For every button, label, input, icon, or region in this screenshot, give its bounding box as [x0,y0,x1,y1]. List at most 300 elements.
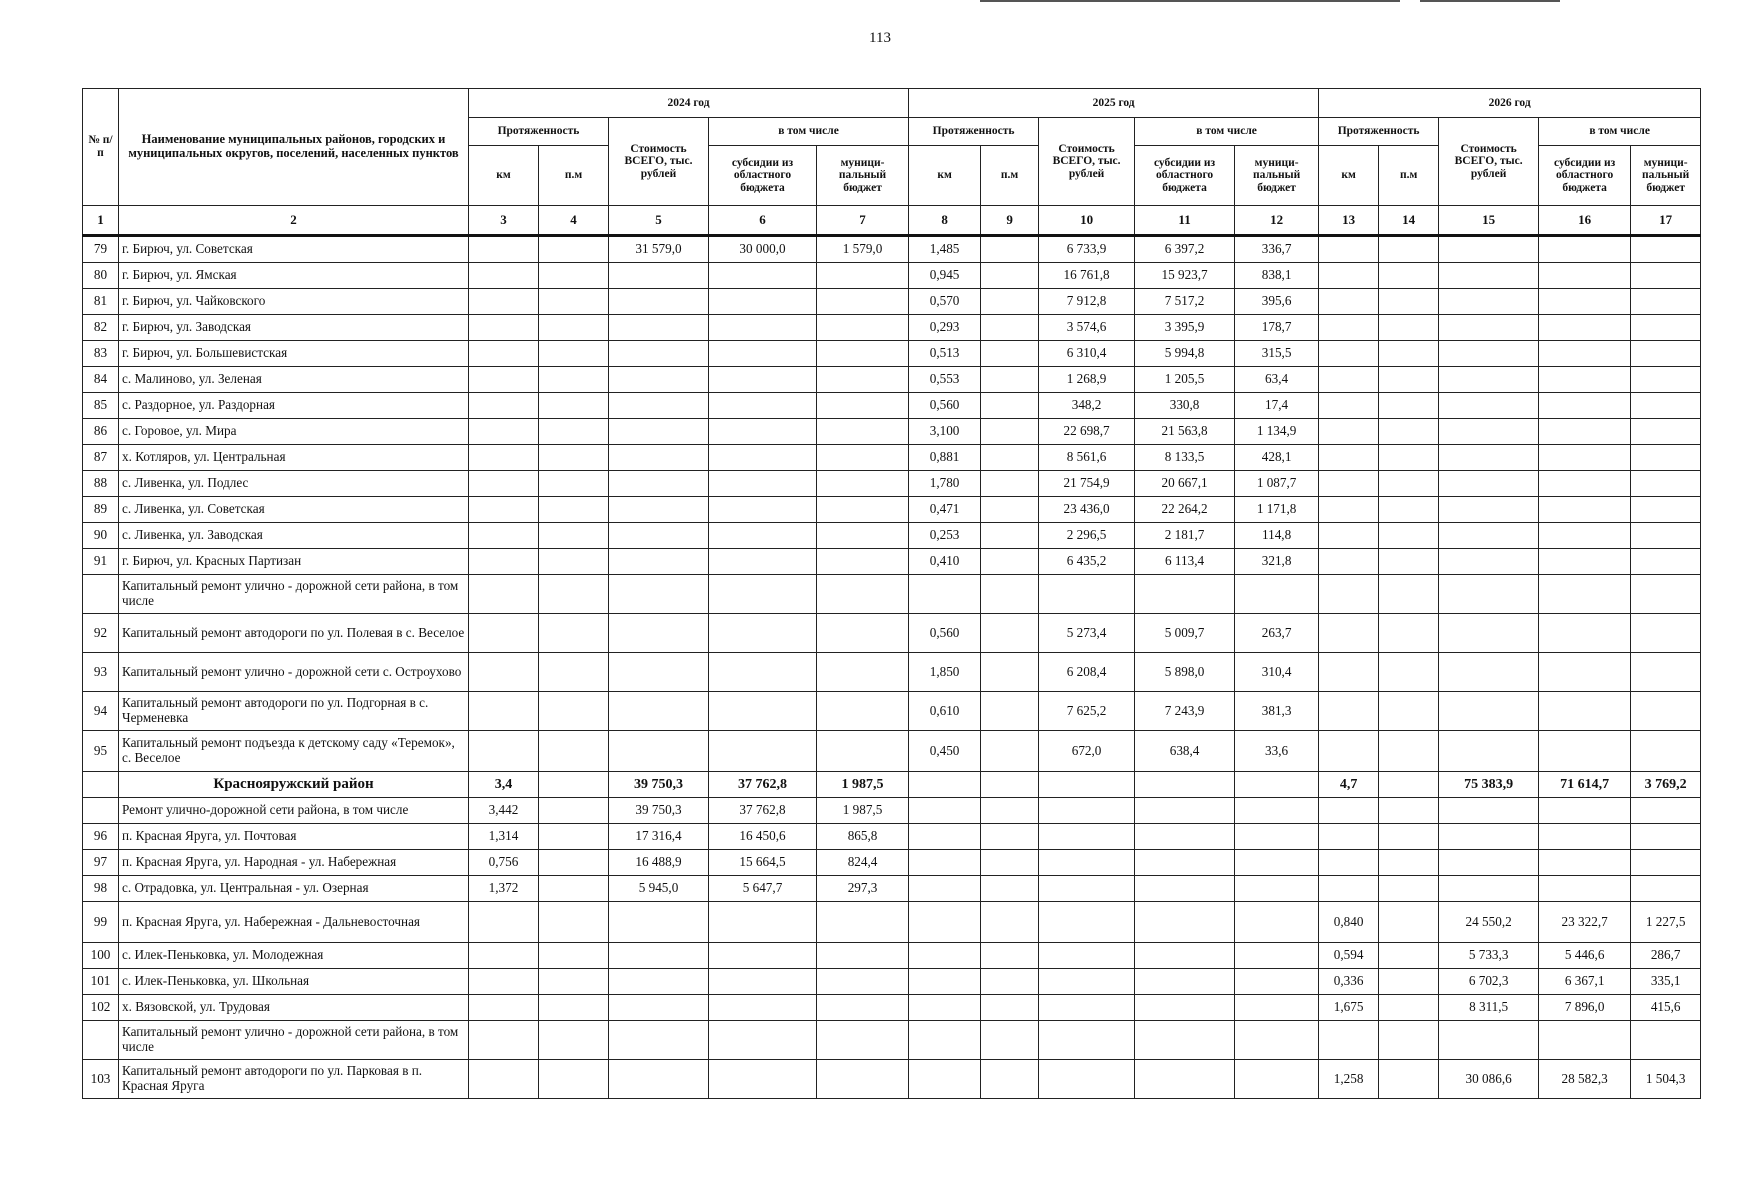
value-cell [609,995,709,1021]
row-name-cell: с. Ливенка, ул. Советская [119,497,469,523]
value-cell [1235,772,1319,798]
value-cell: 17,4 [1235,393,1319,419]
value-cell: 178,7 [1235,315,1319,341]
value-cell: 1,780 [909,471,981,497]
value-cell [1631,419,1701,445]
value-cell [817,549,909,575]
value-cell [1235,575,1319,614]
row-name-cell: с. Ливенка, ул. Заводская [119,523,469,549]
value-cell [981,549,1039,575]
row-number-cell: 97 [83,850,119,876]
value-cell [1039,876,1135,902]
value-cell [1439,549,1539,575]
value-cell: 1,675 [1319,995,1379,1021]
value-cell [1379,969,1439,995]
value-cell [1631,341,1701,367]
value-cell: 5 009,7 [1135,614,1235,653]
row-name-cell: Капитальный ремонт улично - дорожной сети района, в том числе [119,1021,469,1060]
value-cell [981,995,1039,1021]
value-cell [709,445,817,471]
header-incl: в том числе [1135,118,1319,146]
value-cell: 6 435,2 [1039,549,1135,575]
value-cell: 24 550,2 [1439,902,1539,943]
table-row [83,1060,1701,1099]
value-cell: 0,570 [909,289,981,315]
row-name-cell: Капитальный ремонт автодороги по ул. Полевая в с. Веселое [119,614,469,653]
value-cell [1379,289,1439,315]
value-cell [1319,549,1379,575]
value-cell [817,263,909,289]
value-cell [1379,1060,1439,1099]
value-cell [1631,1021,1701,1060]
row-name-cell: г. Бирюч, ул. Большевистская [119,341,469,367]
value-cell [1379,1021,1439,1060]
value-cell [1539,653,1631,692]
value-cell [817,315,909,341]
value-cell [609,692,709,731]
value-cell [469,315,539,341]
value-cell [1539,731,1631,772]
value-cell: 263,7 [1235,614,1319,653]
value-cell: 0,560 [909,393,981,419]
value-cell [609,969,709,995]
value-cell [817,471,909,497]
value-cell: 348,2 [1039,393,1135,419]
value-cell: 16 488,9 [609,850,709,876]
value-cell: 1,314 [469,824,539,850]
row-number-cell [83,798,119,824]
table-row [83,419,1701,445]
row-number-cell: 93 [83,653,119,692]
value-cell [981,731,1039,772]
value-cell [1135,575,1235,614]
value-cell: 5 647,7 [709,876,817,902]
row-name-cell: г. Бирюч, ул. Ямская [119,263,469,289]
value-cell [1379,549,1439,575]
value-cell [981,315,1039,341]
value-cell [1135,824,1235,850]
value-cell: 0,293 [909,315,981,341]
value-cell [1379,236,1439,263]
value-cell [1539,614,1631,653]
value-cell: 8 311,5 [1439,995,1539,1021]
header-subsidy: субсидии из областного бюджета [1539,146,1631,206]
value-cell [709,995,817,1021]
value-cell [909,1021,981,1060]
value-cell [1319,445,1379,471]
value-cell [1439,471,1539,497]
row-name-cell: Капитальный ремонт улично - дорожной сети района, в том числе [119,575,469,614]
table-row [83,497,1701,523]
value-cell [1319,315,1379,341]
value-cell [469,943,539,969]
table-row [83,393,1701,419]
value-cell [981,798,1039,824]
value-cell [709,497,817,523]
value-cell [981,876,1039,902]
value-cell: 5 945,0 [609,876,709,902]
value-cell [1439,445,1539,471]
value-cell [1039,1060,1135,1099]
row-name-cell: с. Илек-Пеньковка, ул. Школьная [119,969,469,995]
value-cell [1235,995,1319,1021]
value-cell [981,341,1039,367]
table-row [83,969,1701,995]
value-cell [1631,263,1701,289]
value-cell [1319,876,1379,902]
value-cell: 310,4 [1235,653,1319,692]
value-cell: 7 243,9 [1135,692,1235,731]
value-cell [609,575,709,614]
value-cell [981,614,1039,653]
row-number-cell: 101 [83,969,119,995]
value-cell [1379,692,1439,731]
value-cell [1631,549,1701,575]
column-index-cell: 3 [469,206,539,236]
value-cell: 16 761,8 [1039,263,1135,289]
value-cell [469,523,539,549]
header-name: Наименование муниципальных районов, городских и муниципальных округов, поселений, населенных пунктов [119,89,469,206]
value-cell: 1 504,3 [1631,1060,1701,1099]
value-cell [539,876,609,902]
value-cell: 114,8 [1235,523,1319,549]
value-cell: 824,4 [817,850,909,876]
value-cell [1631,523,1701,549]
value-cell [609,523,709,549]
value-cell [1319,850,1379,876]
value-cell [469,575,539,614]
row-name-cell: г. Бирюч, ул. Заводская [119,315,469,341]
value-cell [609,1021,709,1060]
row-number-cell: 81 [83,289,119,315]
value-cell [817,1060,909,1099]
row-number-cell: 99 [83,902,119,943]
value-cell [817,497,909,523]
value-cell: 22 698,7 [1039,419,1135,445]
value-cell: 0,513 [909,341,981,367]
value-cell: 1,850 [909,653,981,692]
value-cell: 5 733,3 [1439,943,1539,969]
value-cell: 22 264,2 [1135,497,1235,523]
value-cell [817,289,909,315]
row-name-cell: п. Красная Яруга, ул. Почтовая [119,824,469,850]
value-cell [1439,419,1539,445]
value-cell: 1 579,0 [817,236,909,263]
row-number-cell: 79 [83,236,119,263]
value-cell [469,289,539,315]
value-cell [709,549,817,575]
table-row [83,367,1701,393]
row-number-cell: 103 [83,1060,119,1099]
value-cell [981,943,1039,969]
value-cell [981,824,1039,850]
value-cell [1235,902,1319,943]
value-cell: 330,8 [1135,393,1235,419]
value-cell: 5 273,4 [1039,614,1135,653]
value-cell [909,943,981,969]
value-cell [609,902,709,943]
value-cell: 672,0 [1039,731,1135,772]
value-cell [539,445,609,471]
value-cell: 1 205,5 [1135,367,1235,393]
value-cell [1539,263,1631,289]
value-cell [709,731,817,772]
value-cell [817,367,909,393]
value-cell [981,497,1039,523]
table-row [83,772,1701,798]
header-km: км [909,146,981,206]
value-cell [981,902,1039,943]
value-cell [1539,236,1631,263]
header-municipal: муници-пальный бюджет [1631,146,1701,206]
row-number-cell [83,575,119,614]
row-number-cell: 102 [83,995,119,1021]
table-row [83,1021,1701,1060]
value-cell: 23 436,0 [1039,497,1135,523]
value-cell [1379,341,1439,367]
value-cell [1379,445,1439,471]
value-cell: 7 912,8 [1039,289,1135,315]
value-cell [1319,419,1379,445]
value-cell [909,969,981,995]
value-cell: 3 574,6 [1039,315,1135,341]
value-cell [817,393,909,419]
value-cell: 1,258 [1319,1060,1379,1099]
column-index-cell: 14 [1379,206,1439,236]
value-cell [1631,393,1701,419]
value-cell: 1 227,5 [1631,902,1701,943]
table-row [83,614,1701,653]
value-cell [609,653,709,692]
value-cell: 1 987,5 [817,798,909,824]
value-cell: 1 171,8 [1235,497,1319,523]
value-cell [1631,445,1701,471]
header-cost: Стоимость ВСЕГО, тыс. рублей [1039,118,1135,206]
value-cell [709,419,817,445]
value-cell [1319,393,1379,419]
value-cell [981,575,1039,614]
column-index-cell: 8 [909,206,981,236]
value-cell [709,471,817,497]
column-index-cell: 10 [1039,206,1135,236]
table-row [83,263,1701,289]
value-cell [609,419,709,445]
scan-edge-line [980,0,1400,2]
row-number-cell: 89 [83,497,119,523]
value-cell [1439,824,1539,850]
value-cell [709,393,817,419]
value-cell: 6 367,1 [1539,969,1631,995]
row-number-cell: 84 [83,367,119,393]
table-row [83,289,1701,315]
row-name-cell: г. Бирюч, ул. Советская [119,236,469,263]
header-incl: в том числе [709,118,909,146]
header-subsidy: субсидии из областного бюджета [1135,146,1235,206]
value-cell [981,236,1039,263]
value-cell [709,315,817,341]
value-cell [1539,471,1631,497]
value-cell [1135,943,1235,969]
value-cell [1379,575,1439,614]
value-cell [909,824,981,850]
value-cell: 1 987,5 [817,772,909,798]
value-cell [469,445,539,471]
value-cell [1439,263,1539,289]
value-cell [1319,263,1379,289]
value-cell: 1,372 [469,876,539,902]
value-cell: 20 667,1 [1135,471,1235,497]
value-cell: 8 133,5 [1135,445,1235,471]
value-cell [1135,969,1235,995]
value-cell [981,653,1039,692]
value-cell: 39 750,3 [609,798,709,824]
value-cell [469,692,539,731]
value-cell [1319,367,1379,393]
value-cell [1439,523,1539,549]
value-cell: 638,4 [1135,731,1235,772]
value-cell [1439,876,1539,902]
value-cell [609,393,709,419]
value-cell: 321,8 [1235,549,1319,575]
row-name-cell: п. Красная Яруга, ул. Народная - ул. Набережная [119,850,469,876]
row-number-cell: 95 [83,731,119,772]
value-cell [539,798,609,824]
value-cell [1379,497,1439,523]
header-km: км [469,146,539,206]
value-cell [981,471,1039,497]
value-cell [1135,995,1235,1021]
value-cell [709,943,817,969]
value-cell [469,549,539,575]
value-cell [609,471,709,497]
value-cell [1039,995,1135,1021]
row-name-cell: г. Бирюч, ул. Красных Партизан [119,549,469,575]
value-cell: 8 561,6 [1039,445,1135,471]
value-cell [909,995,981,1021]
value-cell [981,523,1039,549]
row-name-cell: с. Малиново, ул. Зеленая [119,367,469,393]
value-cell: 0,840 [1319,902,1379,943]
value-cell [709,902,817,943]
value-cell [1135,772,1235,798]
table-row [83,445,1701,471]
value-cell [1439,653,1539,692]
value-cell: 0,756 [469,850,539,876]
value-cell [981,289,1039,315]
value-cell [1539,549,1631,575]
value-cell [1379,876,1439,902]
value-cell: 3 395,9 [1135,315,1235,341]
value-cell [539,614,609,653]
value-cell [1319,341,1379,367]
value-cell [469,969,539,995]
value-cell [539,341,609,367]
value-cell [981,367,1039,393]
column-index-cell: 2 [119,206,469,236]
value-cell [609,614,709,653]
value-cell [539,902,609,943]
table-row [83,341,1701,367]
value-cell [1319,289,1379,315]
row-number-cell: 90 [83,523,119,549]
value-cell [1379,393,1439,419]
column-index-cell: 17 [1631,206,1701,236]
table-row [83,824,1701,850]
row-number-cell: 83 [83,341,119,367]
value-cell [1039,969,1135,995]
value-cell [469,614,539,653]
row-name-cell: с. Раздорное, ул. Раздорная [119,393,469,419]
column-index-cell: 11 [1135,206,1235,236]
value-cell: 23 322,7 [1539,902,1631,943]
value-cell: 838,1 [1235,263,1319,289]
value-cell [1135,902,1235,943]
value-cell [981,692,1039,731]
value-cell: 16 450,6 [709,824,817,850]
value-cell [1235,1060,1319,1099]
row-number-cell [83,772,119,798]
value-cell: 428,1 [1235,445,1319,471]
value-cell [609,289,709,315]
value-cell [817,653,909,692]
value-cell [1135,1060,1235,1099]
value-cell [539,772,609,798]
table-row [83,798,1701,824]
row-number-cell: 87 [83,445,119,471]
value-cell: 415,6 [1631,995,1701,1021]
value-cell [981,850,1039,876]
value-cell [609,341,709,367]
value-cell [609,497,709,523]
value-cell: 6 702,3 [1439,969,1539,995]
value-cell [817,692,909,731]
value-cell [1631,367,1701,393]
header-cost: Стоимость ВСЕГО, тыс. рублей [609,118,709,206]
row-name-cell: Капитальный ремонт улично - дорожной сети с. Остроухово [119,653,469,692]
value-cell [1379,798,1439,824]
value-cell [469,341,539,367]
value-cell: 1 268,9 [1039,367,1135,393]
header-subsidy: субсидии из областного бюджета [709,146,817,206]
value-cell: 37 762,8 [709,772,817,798]
row-name-cell: с. Илек-Пеньковка, ул. Молодежная [119,943,469,969]
value-cell: 6 310,4 [1039,341,1135,367]
value-cell [1135,1021,1235,1060]
value-cell [469,653,539,692]
value-cell [909,798,981,824]
value-cell: 31 579,0 [609,236,709,263]
value-cell [539,523,609,549]
table-row [83,315,1701,341]
value-cell [1631,798,1701,824]
value-cell: 7 517,2 [1135,289,1235,315]
value-cell: 335,1 [1631,969,1701,995]
value-cell [1539,1021,1631,1060]
value-cell [709,263,817,289]
value-cell: 28 582,3 [1539,1060,1631,1099]
value-cell [1631,315,1701,341]
row-name-cell: г. Бирюч, ул. Чайковского [119,289,469,315]
value-cell: 1,485 [909,236,981,263]
value-cell: 381,3 [1235,692,1319,731]
row-name-cell: Капитальный ремонт подъезда к детскому саду «Теремок», с. Веселое [119,731,469,772]
value-cell: 0,471 [909,497,981,523]
value-cell: 21 754,9 [1039,471,1135,497]
column-index-cell: 7 [817,206,909,236]
value-cell [469,471,539,497]
value-cell: 0,553 [909,367,981,393]
value-cell: 21 563,8 [1135,419,1235,445]
